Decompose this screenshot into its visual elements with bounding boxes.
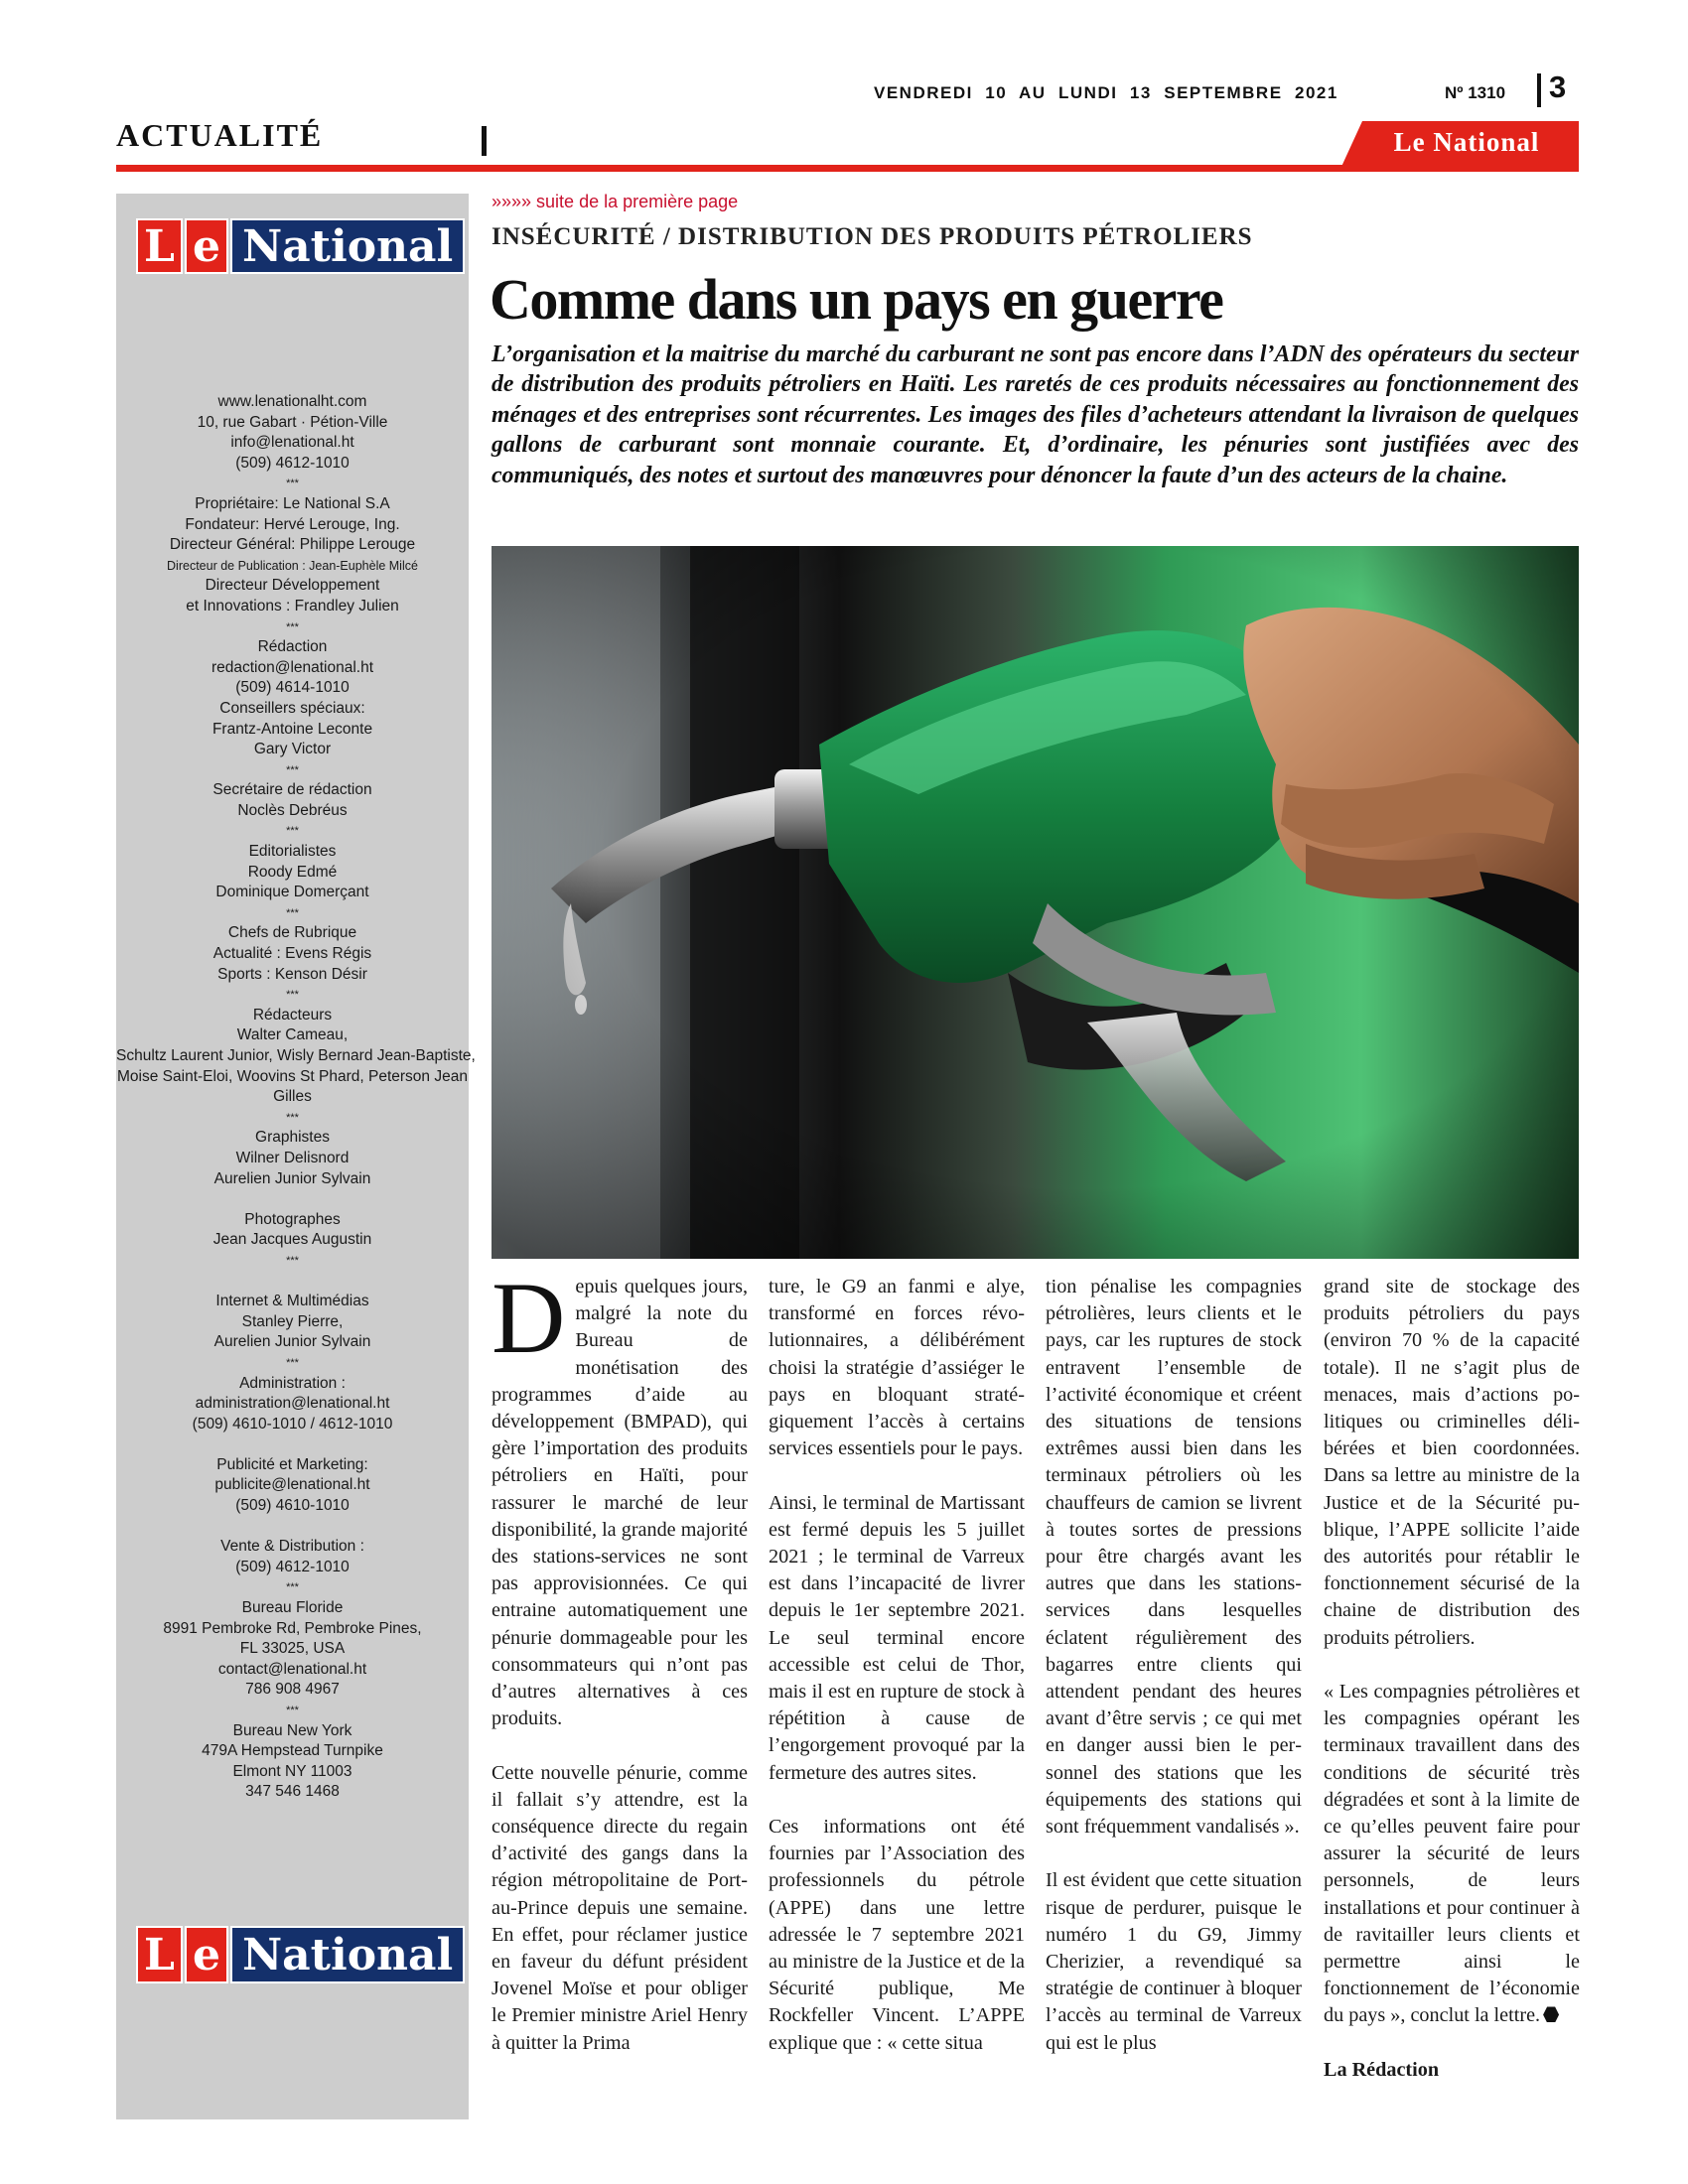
logo-letter-e: e — [185, 218, 228, 274]
masthead-line: (509) 4610-1010 — [235, 1497, 350, 1515]
masthead-separator: *** — [286, 1356, 299, 1369]
masthead-line: Bureau New York — [232, 1721, 352, 1739]
masthead-separator: *** — [286, 478, 299, 490]
article-column-2 — [769, 1274, 1025, 2057]
masthead-line: www.lenationalht.com — [217, 393, 367, 410]
logo-name: National — [230, 1926, 465, 1983]
masthead-credits — [116, 392, 476, 1803]
masthead-separator: *** — [286, 825, 299, 838]
masthead-line: Aurelien Junior Sylvain — [213, 1333, 371, 1351]
end-of-article-icon — [1543, 2006, 1559, 2022]
masthead-line: 479A Hempstead Turnpike — [202, 1742, 383, 1760]
paragraph: grand site de stockage des produits pétroliers du pays (environ 70 % de la capacité totale). Il ne s’agit plus de menaces, mais d’actions politiques ou criminelles délibérées et bien coordonnées. Dans sa lettre au ministre de la Justice et de la Sécurité publique, l’APPE sollicite l’aide des autorités pour rétablir le fonctionnement sécurisé de la chaine de distribution des produits pétroliers. — [1324, 1276, 1580, 1649]
masthead-line: (509) 4612-1010 — [235, 454, 350, 472]
masthead-spacer — [116, 1189, 469, 1210]
masthead-line: Wilner Delisnord — [235, 1149, 350, 1166]
le-national-logo-bottom — [136, 1926, 465, 1983]
masthead-separator: *** — [286, 1705, 299, 1716]
masthead-line: Secrétaire de rédaction — [212, 781, 372, 799]
masthead-line: (509) 4614-1010 — [235, 679, 350, 697]
masthead-spacer — [116, 1272, 469, 1293]
page-number-divider — [1537, 73, 1541, 107]
masthead-line: Schultz Laurent Junior, Wisly Bernard Jean-Baptiste, — [116, 1047, 476, 1064]
masthead-line: contact@lenational.ht — [217, 1660, 367, 1678]
masthead-sidebar — [116, 194, 476, 2119]
masthead-line: Bureau Floride — [241, 1599, 344, 1617]
paragraph: ture, le G9 an fanmi e alye, transformé en forces révolutionnaires, a délibérément choisi la stratégie d’assiéger le pays en bloquant stratégiquement l’accès à certains services essentiels pour le pays. — [769, 1276, 1025, 1460]
masthead-line: Chefs de Rubrique — [227, 924, 357, 942]
masthead-line: info@lenational.ht — [230, 434, 354, 452]
masthead-line: Gilles — [273, 1088, 312, 1106]
article-rubric: INSÉCURITÉ / DISTRIBUTION DES PRODUITS PÉTROLIERS — [492, 223, 1253, 250]
logo-letter-l: L — [136, 218, 183, 274]
masthead-line: Rédacteurs — [252, 1006, 333, 1024]
masthead-line: Stanley Pierre, — [241, 1312, 344, 1330]
section-title: ACTUALITÉ — [116, 117, 324, 153]
paragraph: Ces informations ont été fournies par l’Association des professionnels du pétrole (APPE) dans une lettre adressée le 7 septembre 2021 au ministre de la Justice et de la Sécurité publique, Me Rockfeller Vincent. L’APPE explique que : « cette situa — [769, 1816, 1025, 2054]
masthead-line: Aurelien Junior Sylvain — [213, 1169, 371, 1187]
masthead-line: Conseillers spéciaux: — [219, 699, 365, 717]
paragraph-text: « Les compagnies pétrolières et les compagnies opérant les terminaux travaillent dans des conditions de sécurité très dégradées et sont à la limite de ce qu’elles peuvent faire pour assurer la sécurité de leurs personnels, de leurs installations et pour continuer à de ravitailler leurs clients et permettre ainsi le fonctionnement de l’économie du pays », conclut la lettre. — [1324, 1681, 1580, 2027]
dateline: VENDREDI 10 AU LUNDI 13 SEPTEMBRE 2021 — [874, 83, 1338, 102]
masthead-line: Sports : Kenson Désir — [217, 965, 367, 983]
le-national-logo — [136, 218, 465, 274]
masthead-separator: *** — [286, 763, 299, 776]
masthead-line: Vente & Distribution : — [220, 1538, 364, 1556]
paragraph-text: epuis quelques jours, malgré la note du Bureau de monétisation des programmes d’aide au développement (BMPAD), qui gère l’importation des produits pétroliers en Haïti, pour rassurer le marché de leur disponibilité, la grande majorité des stations-services ne sont pas approvisionnées. Ce qui entraine automatiquement une pénurie dommageable pour les consommateurs qui n’ont pas d’autres alternatives à ces produits. — [492, 1276, 748, 1730]
masthead-line: administration@lenational.ht — [195, 1395, 390, 1413]
drop-cap: D — [492, 1262, 566, 1375]
masthead-line: Fondateur: Hervé Lerouge, Ing. — [185, 515, 400, 533]
paragraph — [492, 1262, 748, 1732]
page-number: 3 — [1549, 69, 1567, 104]
masthead-line: (509) 4610-1010 / 4612-1010 — [192, 1415, 393, 1433]
masthead-spacer — [116, 1434, 469, 1455]
masthead-line: Moise Saint-Eloi, Woovins St Phard, Peterson Jean — [117, 1067, 468, 1085]
masthead-line: et Innovations : Frandley Julien — [186, 597, 399, 614]
masthead-line: Walter Cameau, — [236, 1026, 349, 1044]
article-lede: L’organisation et la maitrise du marché du carburant ne sont pas encore dans l’ADN des opérateurs du secteur de distribution des produits pétroliers en Haïti. Les raretés de ces produits nécessaires au fonctionnement des ménages et des entreprises sont récurrentes. Les images des files d’acheteurs attendant la livraison de quelques gallons de carburant sont monnaie courante. Et, d’ordinaire, les pénuries sont justifiées avec des communiqués, des notes et surtout des manœuvres pour dénoncer la faute d’un des acteurs de la chaine. — [492, 341, 1579, 488]
logo-name: National — [230, 218, 465, 274]
masthead-line: redaction@lenational.ht — [211, 658, 374, 676]
masthead-line: Editorialistes — [248, 843, 337, 861]
article-headline: Comme dans un pays en guerre — [490, 267, 1223, 332]
masthead-line: Publicité et Marketing: — [216, 1455, 368, 1473]
masthead-line: 10, rue Gabart · Pétion-Ville — [197, 413, 388, 431]
masthead-line: Propriétaire: Le National S.A — [195, 494, 390, 512]
masthead-line: Actualité : Evens Régis — [212, 945, 372, 963]
paragraph: Ainsi, le terminal de Martissant est fermé depuis les 5 juillet 2021 ; le terminal de Varreux est dans l’incapacité de livrer depuis le 1er septembre 2021. Le seul terminal encore accessible est celui de Thor, mais il est en rupture de stock à répétition à cause de l’engorgement provoqué par la fermeture des autres sites. — [769, 1491, 1025, 1784]
issue-number: Nº 1310 — [1445, 83, 1506, 102]
masthead-line: Directeur Général: Philippe Lerouge — [169, 536, 416, 554]
masthead-line: Directeur de Publication : Jean-Euphèle Milcé — [167, 558, 418, 573]
masthead-line: Gary Victor — [253, 741, 332, 758]
masthead-separator: *** — [286, 620, 299, 633]
article-signature: La Rédaction — [1324, 2058, 1440, 2081]
brand-tab-label: Le National — [1393, 127, 1540, 157]
masthead-line: FL 33025, USA — [239, 1640, 346, 1658]
masthead-line: 786 908 4967 — [245, 1681, 340, 1699]
masthead-separator: *** — [286, 1254, 299, 1267]
paragraph: Cette nouvelle pénurie, comme il fallait s’y attendre, est la conséquence directe du regain d’activité des gangs dans la région métropolitaine de Port-au-Prince depuis une semaine. En effet, pour réclamer justice en faveur du défunt président Jovenel Moïse et pour obliger le Premier ministre Ariel Henry à quitter la Prima — [492, 1761, 748, 2054]
masthead-separator: *** — [286, 1111, 299, 1124]
masthead-separator: *** — [286, 1581, 299, 1594]
masthead-line: Administration : — [239, 1374, 346, 1392]
masthead-line: Directeur Développement — [205, 577, 380, 595]
section-divider — [482, 126, 487, 156]
article-column-3 — [1046, 1274, 1302, 2057]
masthead-line: Roody Edmé — [247, 863, 338, 881]
masthead-separator: *** — [286, 989, 299, 1002]
logo-letter-e: e — [185, 1926, 228, 1983]
article-column-1 — [492, 1262, 748, 2057]
header-rule — [116, 165, 1579, 172]
masthead-line: Internet & Multimédias — [215, 1293, 369, 1310]
masthead-line: (509) 4612-1010 — [235, 1558, 350, 1575]
article-column-4 — [1324, 1274, 1580, 2084]
masthead-line: Jean Jacques Augustin — [212, 1231, 372, 1249]
paragraph — [1324, 1679, 1580, 2030]
masthead-spacer — [116, 1517, 469, 1538]
logo-letter-l: L — [136, 1926, 183, 1983]
masthead-line: publicite@lenational.ht — [214, 1476, 370, 1494]
masthead-line: Photographes — [244, 1210, 341, 1228]
masthead-line: Elmont NY 11003 — [232, 1762, 352, 1780]
masthead-line: 347 546 1468 — [245, 1783, 340, 1801]
masthead-line: Dominique Domerçant — [215, 884, 369, 901]
continuation-kicker: »»»» suite de la première page — [492, 192, 739, 211]
paragraph: Il est évident que cette situation risque de perdurer, puisque le numéro 1 du G9, Jimmy Cherizier, a revendiqué sa stratégie de continuer à bloquer l’accès au terminal de Varreux qui est le plus — [1046, 1869, 1302, 2054]
fuel-nozzle-photo — [492, 546, 1579, 1259]
masthead-line: Noclès Debréus — [237, 801, 348, 819]
masthead-separator: *** — [286, 906, 299, 919]
masthead-line: Rédaction — [257, 638, 328, 656]
masthead-line: 8991 Pembroke Rd, Pembroke Pines, — [163, 1619, 422, 1637]
paragraph: tion pénalise les compagnies pétrolières, leurs clients et le pays, car les ruptures de stock entravent l’ensemble de l’activité économique et créent des situations de tensions extrêmes aussi bien dans les terminaux pétroliers où les chauffeurs de camion se livrent à toutes sortes de pressions pour être chargés avant les autres que dans les stations-services dans lesquelles éclatent régulièrement des bagarres entre clients qui attendent pendant des heures avant d’être servis ; ce qui met en danger aussi bien le personnel des stations que les équipements des stations qui sont fréquemment vandalisés ». — [1046, 1276, 1302, 1839]
masthead-line: Graphistes — [255, 1129, 330, 1147]
masthead-line: Frantz-Antoine Leconte — [211, 720, 373, 738]
